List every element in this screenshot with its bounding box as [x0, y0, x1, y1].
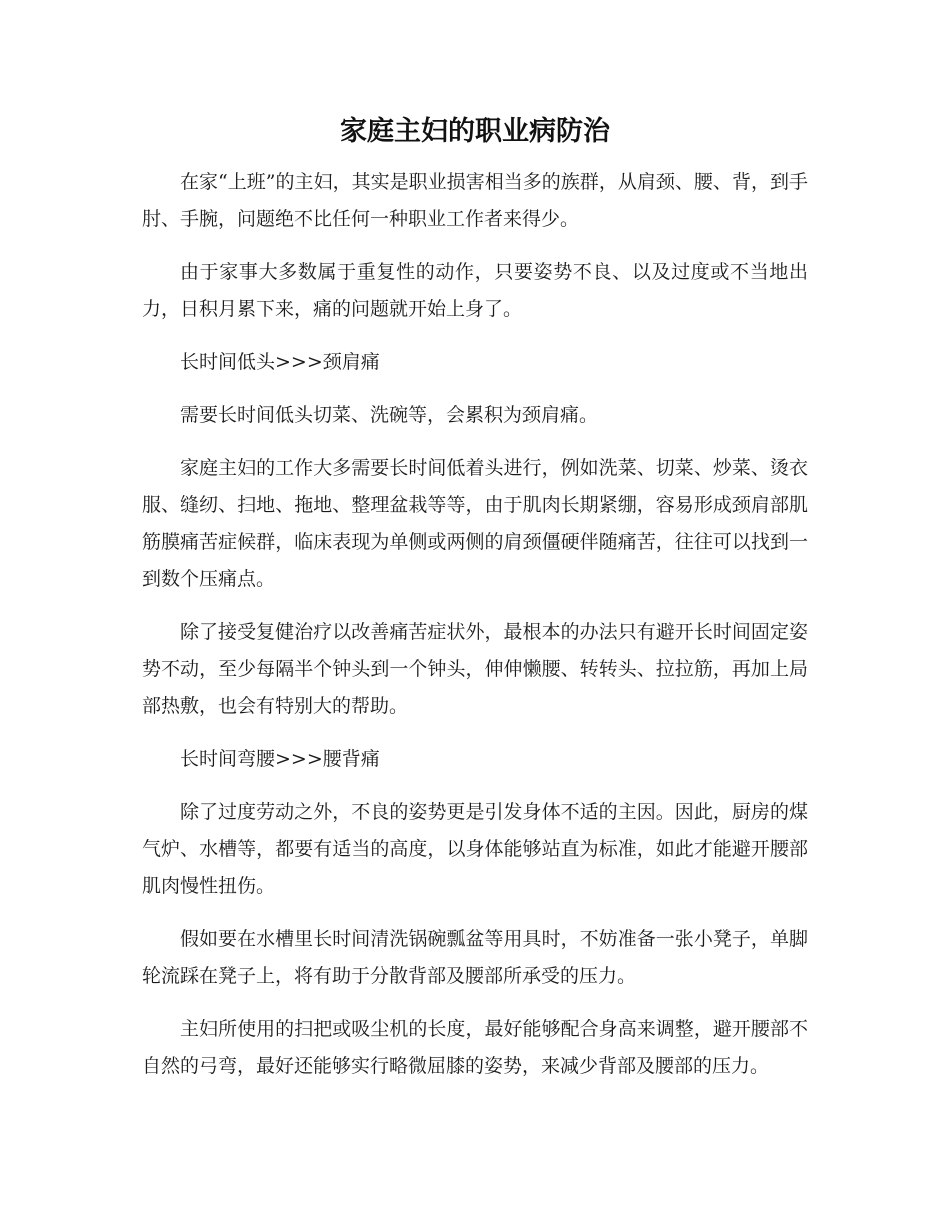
document-body: [142, 164, 808, 1101]
paragraph-back-posture: 除了过度劳动之外，不良的姿势更是引发身体不适的主因。因此，厨房的煤气炉、水槽等，都要有适当的高度，以身体能够站直为标准，如此才能避开腰部肌肉慢性扭伤。: [142, 801, 808, 897]
paragraph-back-stool: 假如要在水槽里长时间清洗锅碗瓢盆等用具时，不妨准备一张小凳子，单脚轮流踩在凳子上，将有助于分散背部及腰部所承受的压力。: [142, 928, 808, 987]
section-heading-neck: 长时间低头>>>颈肩痛: [180, 351, 380, 373]
paragraph-cause: 由于家事大多数属于重复性的动作，只要姿势不良、以及过度或不当地出力，日积月累下来，痛的问题就开始上身了。: [142, 261, 808, 320]
paragraph-neck-summary: 需要长时间低头切菜、洗碗等，会累积为颈肩痛。: [180, 404, 599, 426]
paragraph-back-broom: 主妇所使用的扫把或吸尘机的长度，最好能够配合身高来调整，避开腰部不自然的弓弯，最好还能够实行略微屈膝的姿势，来减少背部及腰部的压力。: [142, 1018, 808, 1077]
paragraph-intro: 在家“上班”的主妇，其实是职业损害相当多的族群，从肩颈、腰、背，到手肘、手腕，问题绝不比任何一种职业工作者来得少。: [142, 171, 808, 230]
page-title: 家庭主妇的职业病防治: [340, 116, 610, 147]
paragraph-neck-remedy: 除了接受复健治疗以改善痛苦症状外，最根本的办法只有避开长时间固定姿势不动，至少每隔半个钟头到一个钟头，伸伸懒腰、转转头、拉拉筋，再加上局部热敷，也会有特别大的帮助。: [142, 621, 808, 717]
paragraph-neck-detail: 家庭主妇的工作大多需要长时间低着头进行，例如洗菜、切菜、炒菜、烫衣服、缝纫、扫地、拖地、整理盆栽等等，由于肌肉长期紧绷，容易形成颈肩部肌筋膜痛苦症候群，临床表现为单侧或两侧的肩颈僵硬伴随痛苦，往往可以找到一到数个压痛点。: [142, 457, 808, 590]
section-heading-back: 长时间弯腰>>>腰背痛: [180, 748, 380, 770]
